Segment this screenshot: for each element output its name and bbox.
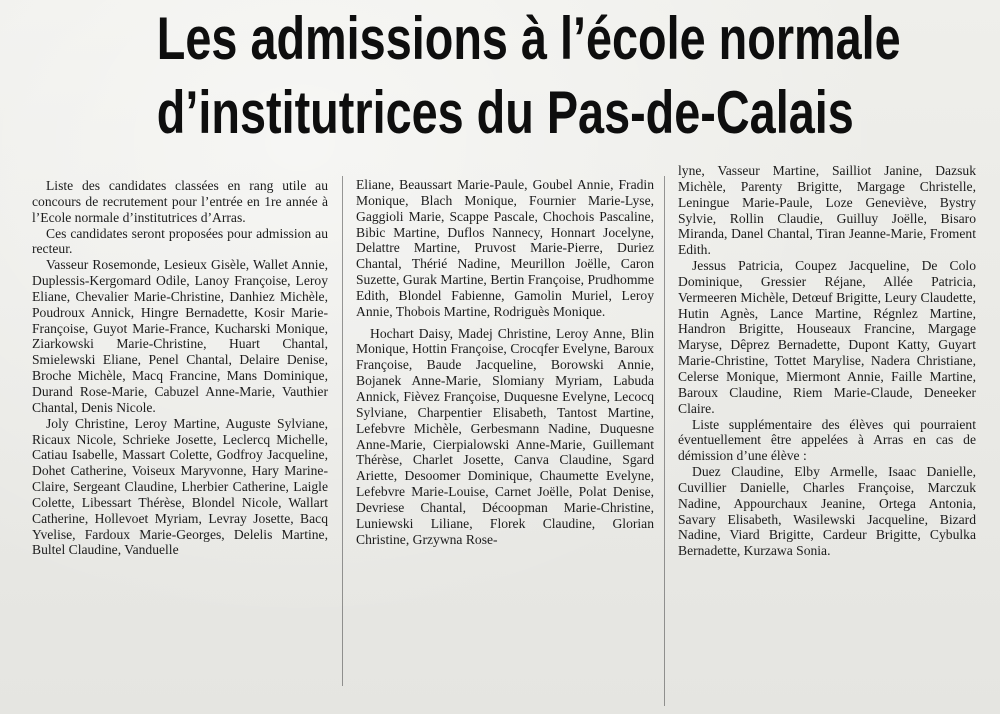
names-paragraph: Vasseur Rosemonde, Lesieux Gisèle, Wallet Annie, Duplessis-Kergomard Odile, Lanoy Françoise, Leroy Eliane, Chevalier Marie-Christine, Danhiez Michèle, Poudroux Annick, Hingre Bernadette, Kosir Marie-Françoise, Guyot Marie-France, Kucharski Monique, Ziarkowski Marie-Christine, Huart Chantal, Smielewski Eliane, Penel Chantal, Delaire Denise, Broche Michèle, Macq Francine, Mans Dominique, Durand Rose-Marie, Cabuzel Anne-Marie, Vauthier Chantal, Denis Nicole. bbox=[32, 257, 328, 415]
headline-line-1: Les admissions à l’école normale bbox=[156, 5, 901, 72]
names-paragraph: lyne, Vasseur Martine, Sailliot Janine, Dazsuk Michèle, Parenty Brigitte, Margage Christelle, Leningue Marie-Paule, Loze Geneviève, Bystry Sylvie, Rollin Claudie, Guilluy Joëlle, Bisaro Miranda, Danel Chantal, Tiran Jeanne-Marie, Froment Edith. bbox=[678, 163, 976, 258]
proposal-paragraph: Ces candidates seront proposées pour admission au recteur. bbox=[32, 225, 328, 257]
article-column-1 bbox=[32, 178, 328, 558]
names-paragraph: Jessus Patricia, Coupez Jacqueline, De Colo Dominique, Gressier Réjane, Allée Patricia, Vermeeren Michèle, Detœuf Brigitte, Leury Claudette, Hutin Agnès, Lance Martine, Régnlez Martine, Handron Brigitte, Houseaux Francine, Margage Maryse, Dêprez Bernadette, Dupont Katty, Guyart Marie-Christine, Tottet Marylise, Nadera Christiane, Celerse Monique, Miermont Annie, Faille Martine, Baroux Claudine, Riem Marie-Claude, Deneeker Claire. bbox=[678, 258, 976, 416]
names-paragraph: Eliane, Beaussart Marie-Paule, Goubel Annie, Fradin Monique, Blach Monique, Fournier Marie-Lyse, Gaggioli Marie, Scappe Pascale, Chochois Pascaline, Bibic Martine, Duflos Nannecy, Honnart Jocelyne, Delattre Martine, Pruvost Marie-Pierre, Duriez Chantal, Thérié Nadine, Meurillon Joëlle, Caron Suzette, Gurak Martine, Bertin Françoise, Prudhomme Edith, Blondel Fabienne, Gamolin Muriel, Leroy Annie, Thobois Martine, Rodriguès Monique. bbox=[356, 177, 654, 319]
names-paragraph: Hochart Daisy, Madej Christine, Leroy Anne, Blin Monique, Hottin Françoise, Crocqfer Evelyne, Baroux Françoise, Baude Jacqueline, Borowski Annie, Bojanek Anne-Marie, Slomiany Myriam, Labuda Annick, Fièvez Françoise, Duquesne Evelyne, Lecocq Sylviane, Charpentier Elisabeth, Tantost Martine, Lefebvre Michèle, Gerbesmann Nadine, Duquesne Anne-Marie, Cierpialowski Anne-Marie, Guillemant Thérèse, Charlet Josette, Canva Claudine, Sgard Ariette, Desoomer Dominique, Chaumette Evelyne, Lefebvre Marie-Louise, Carnet Joëlle, Polat Denise, Devriese Chantal, Décoopman Marie-Christine, Luniewski Liliane, Florek Claudine, Glorian Christine, Grzywna Rose- bbox=[356, 325, 654, 547]
names-paragraph: Joly Christine, Leroy Martine, Auguste Sylviane, Ricaux Nicole, Schrieke Josette, Leclercq Michelle, Catiau Isabelle, Massart Colette, Godfroy Jacqueline, Dohet Catherine, Voiseux Maryvonne, Hary Marine-Claire, Sergeant Claudine, Lherbier Catherine, Laigle Colette, Libessart Thérèse, Blondel Nicole, Wallart Catherine, Hollevoet Myriam, Levray Josette, Bacq Yvelise, Fardoux Marie-Georges, Delelis Martine, Bultel Claudine, Vanduelle bbox=[32, 415, 328, 558]
supplementary-names: Duez Claudine, Elby Armelle, Isaac Danielle, Cuvillier Danielle, Charles Françoise, Marczuk Nadine, Appourchaux Jeanine, Ortega Antonia, Savary Elisabeth, Wasilewski Jacqueline, Bizard Nadine, Viard Brigitte, Cardeur Brigitte, Cybulka Bernadette, Kurzawa Sonia. bbox=[678, 464, 976, 559]
article-column-3 bbox=[678, 163, 976, 559]
column-divider-1 bbox=[342, 176, 343, 686]
headline-line-2: d’institutrices du Pas-de-Calais bbox=[156, 79, 854, 146]
intro-paragraph: Liste des candidates classées en rang utile au concours de recrutement pour l’entrée en 1re année à l’Ecole normale d’institutrices d’Arras. bbox=[32, 178, 328, 225]
article-column-2 bbox=[356, 177, 654, 547]
column-divider-2 bbox=[664, 176, 665, 706]
supplementary-list-intro: Liste supplémentaire des élèves qui pourraient éventuellement être appelées à Arras en cas de démission d’une élève : bbox=[678, 416, 976, 464]
